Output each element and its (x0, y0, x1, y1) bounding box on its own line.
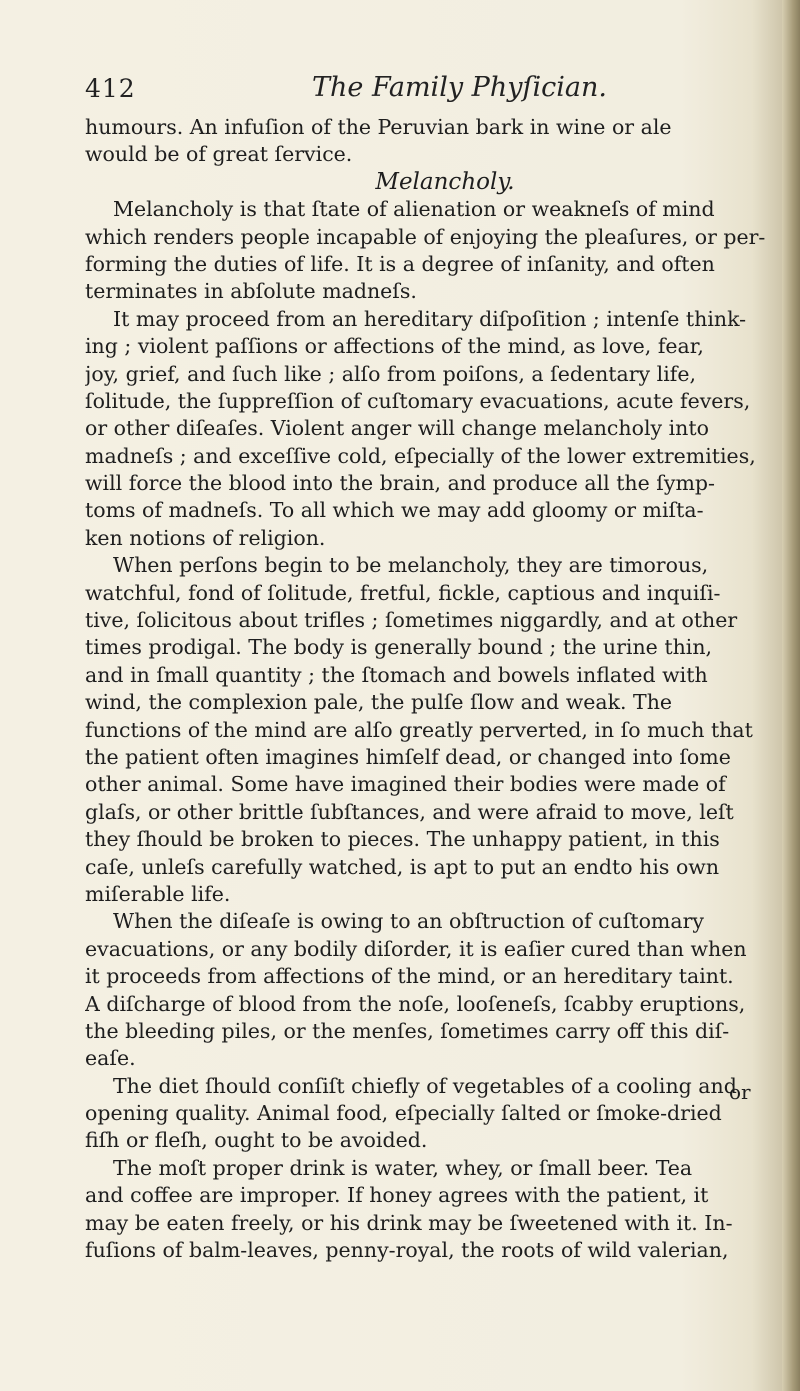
section-heading: Melancholy. (375, 168, 515, 195)
text-line: other animal. Some have imagined their bodies were made of (85, 772, 726, 797)
text-line: fuſions of balm-leaves, penny-royal, the roots of wild valerian, (85, 1238, 729, 1263)
text-line: times prodigal. The body is generally bound ; the urine thin, (85, 635, 713, 660)
text-line: evacuations, or any bodily diſorder, it is eaſier cured than when (85, 936, 747, 961)
text-line: It may proceed from an hereditary diſpoſition ; intenſe think- (113, 306, 747, 331)
text-line: When the diſeaſe is owing to an obſtruction of cuſtomary (113, 909, 704, 934)
text-line: Melancholy is that ſtate of alienation or weakneſs of mind (113, 197, 715, 222)
text-line: would be of great ſervice. (85, 142, 353, 167)
text-line: humours. An infuſion of the Peruvian bark in wine or ale (85, 115, 672, 139)
text-line: madneſs ; and exceſſive cold, eſpecially of the lower extremities, (85, 443, 756, 468)
text-line: may be eaten freely, or his drink may be ſweetened with it. In- (85, 1210, 733, 1235)
text-line: or other diſeaſes. Violent anger will change melancholy into (85, 416, 709, 441)
text-line: wind, the complexion pale, the pulſe ſlow and weak. The (85, 690, 673, 715)
text-line: terminates in abſolute madneſs. (85, 279, 417, 304)
text-line: which renders people incapable of enjoying the pleaſures, or per- (85, 224, 765, 249)
text-line: functions of the mind are alſo greatly perverted, in ſo much that (85, 717, 753, 742)
text-line: eaſe. (85, 1046, 136, 1071)
text-line: The moſt proper drink is water, whey, or ſmall beer. Tea (113, 1155, 693, 1180)
text-line: glaſs, or other brittle ſubſtances, and were afraid to move, leſt (85, 799, 734, 824)
text-line: opening quality. Animal food, eſpecially ſalted or ſmoke-dried (85, 1101, 722, 1126)
text-line: ſolitude, the ſuppreſſion of cuſtomary evacuations, acute fevers, (85, 388, 751, 413)
text-line: and in ſmall quantity ; the ſtomach and bowels inflated with (85, 662, 708, 687)
text-line: watchful, fond of ſolitude, fretful, fickle, captious and inquiſi- (85, 580, 721, 605)
text-line: ken notions of religion. (85, 525, 326, 550)
page-header (85, 68, 765, 108)
text-line: they ſhould be broken to pieces. The unhappy patient, in this (85, 827, 720, 852)
text-line: ing ; violent paſſions or affections of the mind, as love, fear, (85, 334, 704, 359)
text-line: tive, ſolicitous about trifles ; ſometimes niggardly, and at other (85, 608, 738, 633)
text-line: forming the duties of life. It is a degree of inſanity, and often (85, 251, 715, 276)
text-line: will force the blood into the brain, and produce all the ſymp- (85, 471, 715, 496)
text-line: When perſons begin to be melancholy, they are timorous, (113, 553, 709, 578)
text-line: the patient often imagines himſelf dead, or changed into ſome (85, 744, 731, 769)
text-line: joy, grief, and ſuch like ; alſo from poiſons, a ſedentary life, (85, 361, 696, 386)
text-line: A diſcharge of blood from the noſe, looſeneſs, ſcabby eruptions, (85, 991, 746, 1016)
page-edge-shadow (782, 0, 800, 1391)
text-line: caſe, unleſs carefully watched, is apt to put an endto his own (85, 854, 720, 879)
body-text (85, 114, 765, 1264)
text-line: it proceeds from affections of the mind, or an hereditary taint. (85, 964, 734, 989)
catchword: or (729, 1080, 751, 1104)
text-line: toms of madneſs. To all which we may add gloomy or miſta- (85, 498, 704, 523)
text-line: fiſh or fleſh, ought to be avoided. (85, 1128, 428, 1153)
page-number: 412 (85, 74, 136, 103)
text-line: The diet ſhould conſiſt chiefly of vegetables of a cooling and (113, 1073, 737, 1098)
running-head-title: The Family Phyſician. (312, 72, 607, 103)
text-line: and coffee are improper. If honey agrees with the patient, it (85, 1183, 709, 1208)
text-line: the bleeding piles, or the menſes, ſometimes carry off this diſ- (85, 1018, 730, 1043)
text-line: miſerable life. (85, 881, 231, 906)
